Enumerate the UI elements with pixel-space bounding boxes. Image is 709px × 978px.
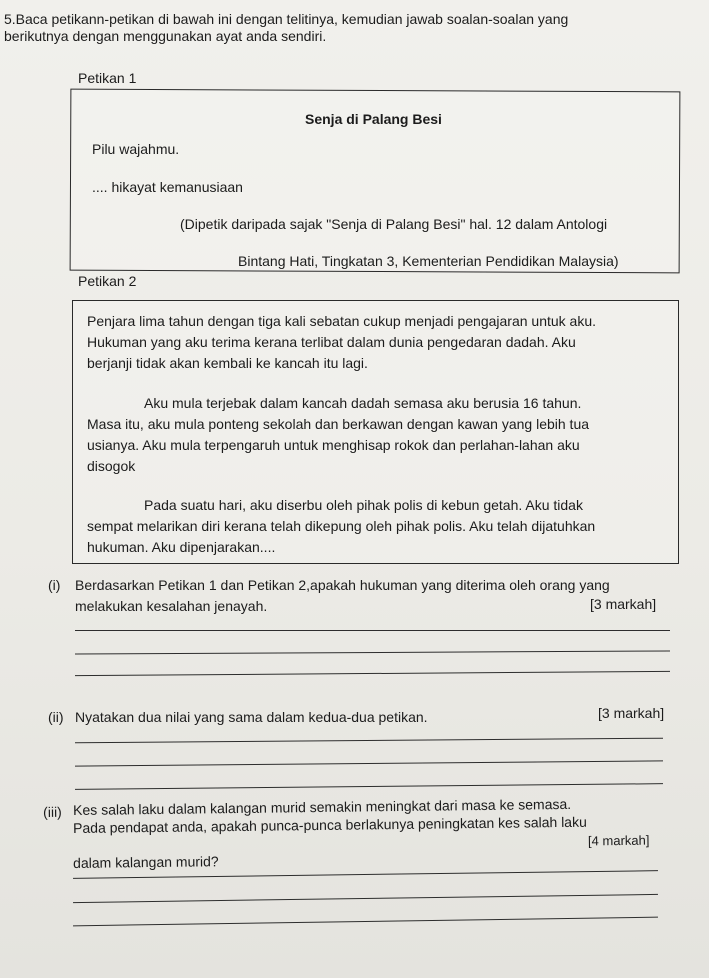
subquestion-iii-line1: Kes salah laku dalam kalangan murid semakin meningkat dari masa ke semasa. bbox=[73, 795, 572, 818]
answer-line[interactable] bbox=[75, 671, 670, 676]
paragraph-line: berjanji tidak akan kembali ke kancah itu lagi. bbox=[87, 355, 368, 371]
subquestion-iii-line3: dalam kalangan murid? bbox=[73, 853, 219, 871]
answer-line[interactable] bbox=[75, 650, 670, 654]
answer-line[interactable] bbox=[75, 738, 663, 744]
paragraph-line: hukuman. Aku dipenjarakan.... bbox=[87, 539, 276, 555]
paragraph-line: Hukuman yang aku terima kerana terlibat dalam dunia pengedaran dadah. Aku bbox=[87, 334, 576, 350]
answer-line[interactable] bbox=[73, 894, 658, 903]
subquestion-iii-line2: Pada pendapat anda, apakah punca-punca berlakunya peningkatan kes salah laku bbox=[73, 813, 587, 836]
answer-line[interactable] bbox=[73, 917, 658, 927]
petikan1-title: Senja di Palang Besi bbox=[305, 111, 442, 127]
paragraph-line: disogok bbox=[87, 458, 136, 474]
subquestion-i-number: (i) bbox=[48, 577, 61, 593]
petikan2-label: Petikan 2 bbox=[78, 273, 137, 289]
paragraph-line: Masa itu, aku mula ponteng sekolah dan berkawan dengan kawan yang lebih tua bbox=[87, 416, 590, 432]
subquestion-ii-number: (ii) bbox=[48, 709, 64, 725]
paragraph-line: usianya. Aku mula terpengaruh untuk menghisap rokok dan perlahan-lahan aku bbox=[87, 437, 580, 453]
question-intro-line2: berikutnya dengan menggunakan ayat anda sendiri. bbox=[4, 28, 327, 44]
paragraph-line: Aku mula terjebak dalam kancah dadah semasa aku berusia 16 tahun. bbox=[144, 395, 582, 411]
paragraph-line: Pada suatu hari, aku diserbu oleh pihak polis di kebun getah. Aku tidak bbox=[144, 497, 583, 513]
petikan1-source2: Bintang Hati, Tingkatan 3, Kementerian Pendidikan Malaysia) bbox=[238, 253, 619, 269]
subquestion-iii-number: (iii) bbox=[43, 803, 62, 820]
subquestion-i-line1: Berdasarkan Petikan 1 dan Petikan 2,apakah hukuman yang diterima oleh orang yang bbox=[75, 577, 610, 593]
subquestion-iii-marks: [4 markah] bbox=[587, 832, 650, 849]
petikan1-label: Petikan 1 bbox=[78, 70, 137, 86]
subquestion-ii-marks: [3 markah] bbox=[598, 705, 665, 721]
paragraph-line: Penjara lima tahun dengan tiga kali sebatan cukup menjadi pengajaran untuk aku. bbox=[87, 313, 597, 329]
paragraph-line: sempat melarikan diri kerana telah dikepung oleh pihak polis. Aku telah dijatuhkan bbox=[87, 518, 596, 534]
petikan1-line1: Pilu wajahmu. bbox=[92, 141, 180, 157]
petikan1-line2: .... hikayat kemanusiaan bbox=[92, 179, 243, 195]
answer-line[interactable] bbox=[75, 783, 663, 790]
answer-line[interactable] bbox=[75, 760, 663, 766]
subquestion-i-line2: melakukan kesalahan jenayah. bbox=[75, 598, 268, 614]
petikan2-paragraph3 bbox=[87, 495, 669, 558]
petikan2-paragraph1 bbox=[87, 311, 669, 374]
petikan1-source1: (Dipetik daripada sajak "Senja di Palang Besi" hal. 12 dalam Antologi bbox=[180, 216, 608, 232]
answer-line[interactable] bbox=[75, 630, 670, 631]
question-intro-line1: 5.Baca petikann-petikan di bawah ini dengan telitinya, kemudian jawab soalan-soalan yang bbox=[4, 11, 569, 27]
petikan2-paragraph2 bbox=[87, 393, 669, 477]
subquestion-ii-line1: Nyatakan dua nilai yang sama dalam kedua-dua petikan. bbox=[75, 709, 428, 725]
subquestion-i-marks: [3 markah] bbox=[590, 596, 657, 612]
